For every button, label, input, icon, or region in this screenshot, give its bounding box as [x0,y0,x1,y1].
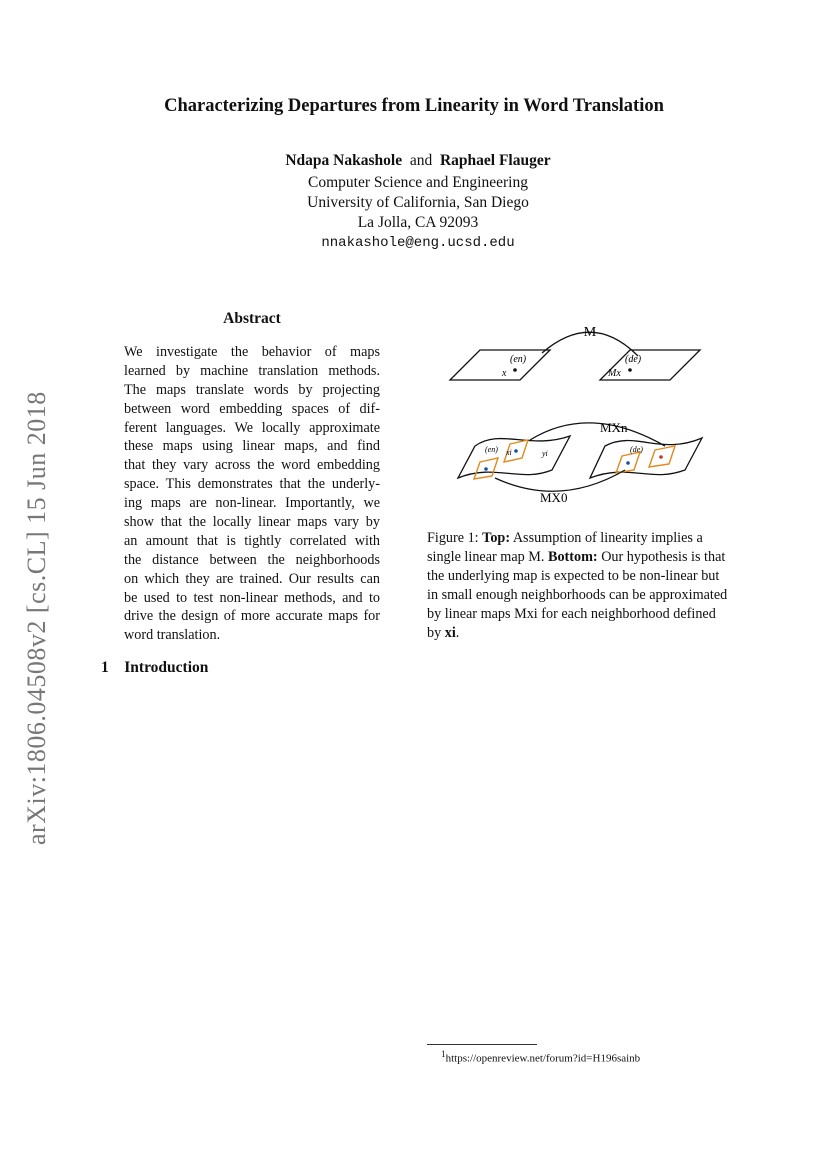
caption-bottom-text: Our hypothesis is that the underlying map is expected to be non-linear but in small enough neighborhoods can be approximated by linear maps [427,548,728,622]
label-Mxn: MXn [600,420,628,435]
abstract-line: be used to test non-linear methods, and to [124,589,380,606]
point-mapped [626,461,630,465]
abstract-line: that they vary across the word embedding [124,457,380,474]
arxiv-stamp: arXiv:1806.04508v2 [cs.CL] 15 Jun 2018 [22,391,51,845]
caption-top-text: Assumption of linearity implies a single linear map [427,530,703,565]
point-xi [514,449,518,453]
figure-1-diagram [440,318,740,518]
label-xi: xi [506,448,512,457]
abstract-line: space. This demonstrates that the underly- [124,476,380,493]
author-name: Raphael Flauger [439,152,551,169]
figure-caption [427,529,732,642]
author-block [0,151,828,253]
footnote-rule [427,1044,537,1045]
abstract-line: the distance between the neighborhoods [124,551,380,568]
footnote-mark: 1 [441,1049,446,1059]
abstract-line: on which they are trained. Our results can [124,570,380,587]
abstract-line: drive the design of more accurate maps for [124,608,380,625]
footnote-url[interactable]: https://openreview.net/forum?id=H196sainb [445,1052,641,1065]
point-x [513,368,517,372]
label-Mx0: MX0 [540,490,568,505]
abstract-heading: Abstract [223,310,281,327]
email[interactable]: nnakashole@eng.ucsd.edu [321,235,515,251]
paper-title: Characterizing Departures from Linearity in Word Translation [164,96,664,116]
section-heading [101,659,208,677]
label-en: (en) [485,445,498,454]
label-de: (de) [625,354,642,365]
label-Mx: Mx [608,368,621,379]
caption-math-M: M. [528,548,545,565]
author-name: Ndapa Nakashole [285,152,403,169]
caption-math-Mxi: Mxi [514,605,538,622]
caption-label: Figure 1: [427,530,479,546]
source-space-plane [450,350,550,380]
caption-math-xi: xi [444,624,456,641]
section-number: 1 [101,659,109,676]
affiliation: University of California, San Diego [307,194,529,211]
caption-top-label: Top: [482,530,511,546]
label-yi: yi [542,449,548,458]
abstract-line: The maps translate words by projecting [124,381,380,398]
caption-end: . [455,624,460,641]
abstract-line: show that the locally linear maps vary by [124,514,380,531]
abstract-line: ing maps are non-linear. Importantly, we [124,495,380,512]
abstract-body [124,343,380,645]
footnote [441,1049,640,1065]
abstract-line: We investigate the behavior of maps [124,344,380,360]
abstract-line: learned by machine translation methods. [124,362,380,379]
source-manifold [458,436,570,478]
section-title: Introduction [124,659,209,676]
label-de: (de) [630,445,643,454]
point-mapped [659,455,663,459]
caption-bottom-label: Bottom: [547,548,598,565]
label-x: x [502,368,507,379]
abstract-line: an amount that is tightly correlated with [124,532,380,549]
point-Mx [628,368,632,372]
abstract-line: these maps using linear maps, and find [124,438,380,455]
label-en: (en) [510,354,527,365]
abstract-line: ferent languages. We locally approximate [124,419,380,436]
author-conjunction: and [409,152,433,169]
caption-tail: for each neighborhood defined by [427,605,716,641]
target-manifold [590,438,702,478]
point-x0 [484,467,488,471]
label-M: M [583,325,597,340]
affiliation: Computer Science and Engineering [308,174,528,191]
affiliation: La Jolla, CA 92093 [357,214,479,231]
abstract-line: word translation. [124,627,221,644]
abstract-line: between word embedding spaces of dif- [124,400,380,417]
